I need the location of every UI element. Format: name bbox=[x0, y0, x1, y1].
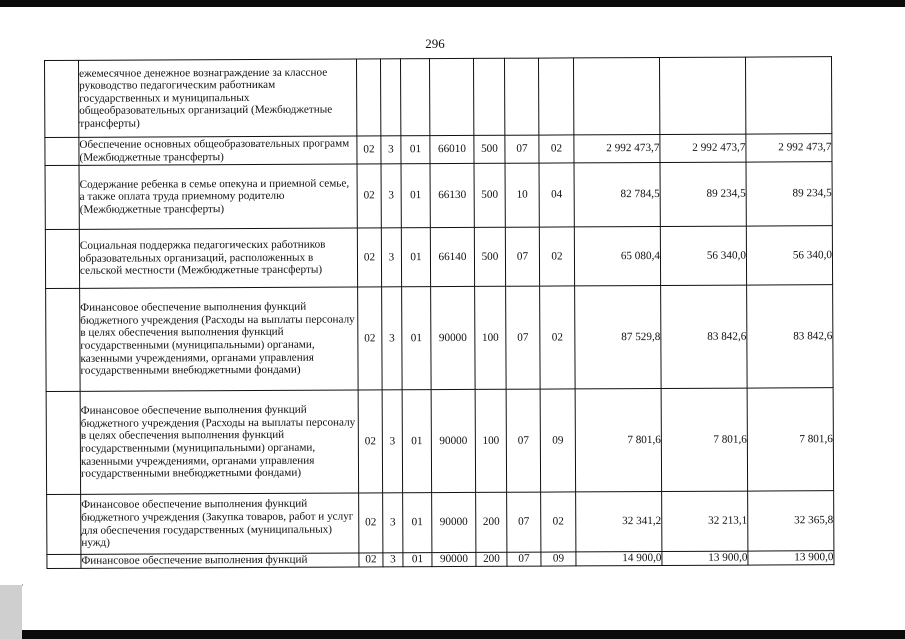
target-article-code: 90000 bbox=[432, 492, 476, 552]
target-article-code bbox=[429, 58, 473, 135]
section-code: 07 bbox=[506, 389, 541, 492]
scan-border-bottom bbox=[0, 630, 905, 639]
amount-year-3: 56 340,0 bbox=[746, 226, 832, 285]
expense-name: Финансовое обеспечение выполнения функций бюджетного учреждения (Расходы на выплаты персоналу в целях обеспечения выполнения функций государственными (муниципальными) органами, казенными учреждениями, органами управления государственными внебюджетными фондами) bbox=[80, 287, 359, 391]
subsection-code: 02 bbox=[541, 492, 576, 552]
table-body bbox=[45, 57, 834, 568]
ministry-code: 02 bbox=[357, 164, 381, 228]
amount-year-1: 65 080,4 bbox=[574, 226, 660, 285]
subsection-code: 09 bbox=[540, 389, 576, 492]
ministry-code: 02 bbox=[359, 553, 383, 567]
ministry-code: 02 bbox=[358, 390, 383, 493]
row-empty-cell bbox=[45, 137, 79, 165]
expense-name: Финансовое обеспечение выполнения функций бюджетного учреждения (Расходы на выплаты персоналу в целях обеспечения выполнения функций государственными (муниципальными) органами, казенными учреждениями, органами управления государственными внебюджетными фондами) bbox=[80, 390, 359, 494]
section-code: 07 bbox=[505, 227, 539, 286]
row-empty-cell bbox=[46, 391, 81, 494]
amount-year-2: 89 234,5 bbox=[660, 162, 746, 226]
expense-type-code: 500 bbox=[474, 227, 505, 286]
amount-year-2: 32 213,1 bbox=[662, 491, 748, 551]
amount-year-1 bbox=[573, 57, 659, 134]
table-row bbox=[46, 388, 833, 495]
program-code: 3 bbox=[383, 493, 403, 553]
target-article-code: 66140 bbox=[430, 227, 474, 286]
subsection-code: 09 bbox=[541, 552, 576, 566]
amount-year-1: 14 900,0 bbox=[576, 551, 662, 565]
target-article-code: 90000 bbox=[431, 389, 476, 492]
scan-speck: · bbox=[21, 580, 24, 590]
expense-type-code: 100 bbox=[475, 389, 507, 492]
subprogram-code: 01 bbox=[401, 164, 430, 228]
program-code: 3 bbox=[381, 136, 401, 164]
amount-year-2: 83 842,6 bbox=[661, 285, 748, 388]
scan-border-top bbox=[0, 0, 905, 7]
table-row bbox=[45, 226, 832, 289]
amount-year-1: 32 341,2 bbox=[576, 491, 662, 551]
row-empty-cell bbox=[45, 165, 79, 229]
section-code: 07 bbox=[507, 492, 541, 552]
amount-year-2: 2 992 473,7 bbox=[660, 134, 746, 162]
subprogram-code: 01 bbox=[403, 493, 432, 553]
table-row bbox=[45, 162, 832, 230]
target-article-code: 90000 bbox=[432, 552, 476, 566]
program-code: 3 bbox=[382, 390, 403, 493]
expense-type-code: 200 bbox=[476, 492, 507, 552]
program-code: 3 bbox=[381, 228, 401, 287]
expense-name: Содержание ребенка в семье опекуна и приемной семье, а также оплата труда приемному родителю (Межбюджетные трансферты) bbox=[79, 164, 357, 229]
ministry-code bbox=[356, 59, 380, 136]
amount-year-2 bbox=[659, 57, 745, 134]
table-row bbox=[45, 134, 832, 166]
expense-type-code: 100 bbox=[475, 286, 507, 389]
subprogram-code: 01 bbox=[401, 228, 430, 287]
target-article-code: 90000 bbox=[431, 286, 476, 389]
expense-type-code: 500 bbox=[474, 135, 505, 163]
subsection-code: 02 bbox=[540, 286, 576, 389]
amount-year-3: 2 992 473,7 bbox=[746, 134, 832, 162]
expense-name: Обеспечение основных общеобразовательных программ (Межбюджетные трансферты) bbox=[79, 136, 357, 165]
ministry-code: 02 bbox=[359, 493, 383, 553]
subsection-code bbox=[538, 58, 573, 135]
amount-year-1: 82 784,5 bbox=[574, 162, 660, 226]
table-row bbox=[46, 285, 833, 392]
row-empty-cell bbox=[45, 60, 79, 137]
subprogram-code: 01 bbox=[401, 136, 430, 164]
section-code: 07 bbox=[506, 286, 541, 389]
table-row bbox=[45, 57, 832, 138]
amount-year-2: 7 801,6 bbox=[661, 388, 748, 491]
amount-year-3: 32 365,8 bbox=[748, 491, 834, 551]
expense-type-code bbox=[473, 58, 504, 135]
section-code bbox=[504, 58, 538, 135]
amount-year-1: 87 529,8 bbox=[575, 285, 662, 388]
amount-year-3: 13 900,0 bbox=[748, 551, 834, 565]
ministry-code: 02 bbox=[358, 287, 383, 390]
amount-year-1: 2 992 473,7 bbox=[574, 134, 660, 162]
subsection-code: 04 bbox=[539, 163, 574, 227]
amount-year-2: 56 340,0 bbox=[660, 226, 746, 285]
amount-year-3 bbox=[745, 57, 831, 134]
target-article-code: 66130 bbox=[430, 163, 474, 227]
amount-year-3: 83 842,6 bbox=[747, 285, 834, 388]
program-code bbox=[380, 59, 400, 136]
row-empty-cell bbox=[46, 288, 81, 391]
row-empty-cell bbox=[47, 494, 81, 554]
subsection-code: 02 bbox=[539, 135, 574, 163]
amount-year-3: 7 801,6 bbox=[747, 388, 834, 491]
expense-type-code: 200 bbox=[476, 552, 507, 566]
row-empty-cell bbox=[45, 229, 79, 288]
budget-table bbox=[44, 56, 834, 568]
program-code: 3 bbox=[383, 553, 403, 567]
row-empty-cell bbox=[47, 554, 81, 568]
amount-year-3: 89 234,5 bbox=[746, 162, 832, 226]
table-row bbox=[47, 551, 834, 568]
expense-name: Финансовое обеспечение выполнения функций бюджетного учреждения (Закупка товаров, работ и услуг для обеспечения государственных (муниципальных) нужд) bbox=[81, 493, 359, 554]
section-code: 07 bbox=[507, 552, 541, 566]
target-article-code: 66010 bbox=[430, 135, 474, 163]
table-row bbox=[47, 491, 834, 555]
subsection-code: 02 bbox=[539, 227, 574, 286]
subprogram-code: 01 bbox=[402, 287, 432, 390]
expense-name: Социальная поддержка педагогических работников образовательных организаций, расположенных в сельской местности (Межбюджетные трансферты) bbox=[79, 228, 357, 288]
expense-name: Финансовое обеспечение выполнения функций bbox=[81, 553, 359, 568]
expense-name: ежемесячное денежное вознаграждение за классное руководство педагогическим работникам государственных и муниципальных общеобразовательных организаций (Межбюджетные трансферты) bbox=[79, 59, 357, 137]
expense-type-code: 500 bbox=[474, 163, 505, 227]
page-number: 296 bbox=[425, 36, 445, 51]
section-code: 07 bbox=[505, 135, 539, 163]
program-code: 3 bbox=[382, 287, 403, 390]
subprogram-code: 01 bbox=[403, 553, 432, 567]
subprogram-code: 01 bbox=[402, 390, 432, 493]
amount-year-2: 13 900,0 bbox=[662, 551, 748, 565]
amount-year-1: 7 801,6 bbox=[575, 388, 662, 491]
ministry-code: 02 bbox=[357, 228, 381, 287]
ministry-code: 02 bbox=[357, 136, 381, 164]
subprogram-code bbox=[400, 59, 429, 136]
scan-shadow-left bbox=[0, 585, 22, 639]
program-code: 3 bbox=[381, 164, 401, 228]
section-code: 10 bbox=[505, 163, 539, 227]
